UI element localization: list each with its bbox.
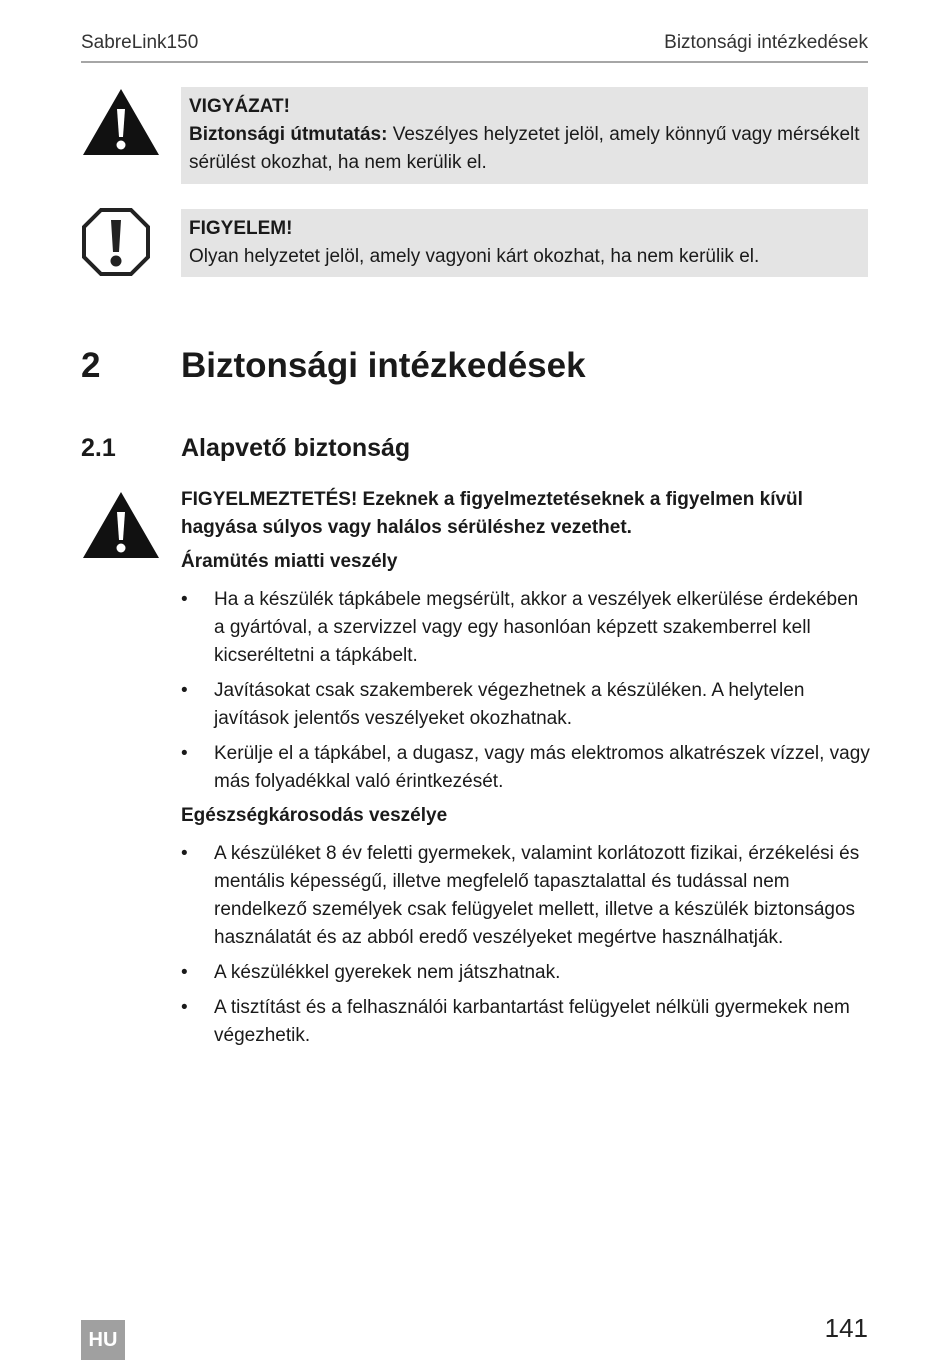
header-product: SabreLink150 — [81, 32, 199, 53]
list-item: • A tisztítást és a felhasználói karbantartást felügyelet nélküli gyermekek nem végezhetik. — [181, 994, 871, 1050]
warning-text: FIGYELMEZTETÉS! Ezeknek a figyelmeztetéseknek a figyelmen kívül hagyása súlyos vagy halálos sérüléshez vezethet. — [181, 489, 803, 538]
caution-lead: Biztonsági útmutatás: — [189, 124, 388, 145]
chapter-title: Biztonsági intézkedések — [181, 346, 586, 385]
list-item: • A készüléket 8 év feletti gyermekek, valamint korlátozott fizikai, érzékelési és mentális képességű, illetve megfelelő tapasztalattal és tudással nem rendelkező személyek csak felügyelet mellett, illetve a készülék biztonságos használatát és az abból eredő veszélyeket megértve használhatják. — [181, 840, 871, 952]
list-item: • Kerülje el a tápkábel, a dugasz, vagy más elektromos alkatrészek vízzel, vagy más folyadékkal való érintkezését. — [181, 740, 871, 796]
section-number: 2.1 — [81, 434, 116, 462]
group-heading-electric-shock: Áramütés miatti veszély — [181, 551, 398, 572]
language-badge: HU — [81, 1320, 125, 1360]
electric-shock-list — [181, 586, 871, 803]
page-number: 141 — [824, 1313, 868, 1343]
caution-text — [189, 121, 860, 177]
health-risk-list — [181, 840, 871, 1057]
caution-box — [181, 87, 868, 184]
list-item: • A készülékkel gyerekek nem játszhatnak. — [181, 959, 871, 987]
chapter-number: 2 — [81, 346, 101, 385]
list-item: • Javításokat csak szakemberek végezhetnek a készüléken. A helytelen javítások jelentős veszélyeket okozhatnak. — [181, 677, 871, 733]
caution-body: Veszélyes helyzetet jelöl, amely könnyű vagy mérsékelt sérülést okozhat, ha nem kerülik el. — [189, 124, 860, 173]
exclamation-octagon-icon — [81, 207, 151, 277]
caution-title: VIGYÁZAT! — [189, 96, 290, 117]
group-heading-health-risk: Egészségkárosodás veszélye — [181, 805, 448, 826]
warning-triangle-icon — [81, 490, 161, 560]
notice-title: FIGYELEM! — [189, 218, 293, 239]
notice-box — [181, 209, 868, 277]
notice-text: Olyan helyzetet jelöl, amely vagyoni kárt okozhat, ha nem kerülik el. — [189, 246, 760, 267]
list-item: • Ha a készülék tápkábele megsérült, akkor a veszélyek elkerülése érdekében a gyártóval, a szervizzel vagy egy hasonlóan képzett szakemberrel kell kicseréltetni a tápkábelt. — [181, 586, 871, 670]
page-header — [81, 30, 868, 63]
section-title: Alapvető biztonság — [181, 434, 411, 462]
warning-triangle-icon — [81, 87, 161, 157]
header-section: Biztonsági intézkedések — [664, 32, 868, 53]
